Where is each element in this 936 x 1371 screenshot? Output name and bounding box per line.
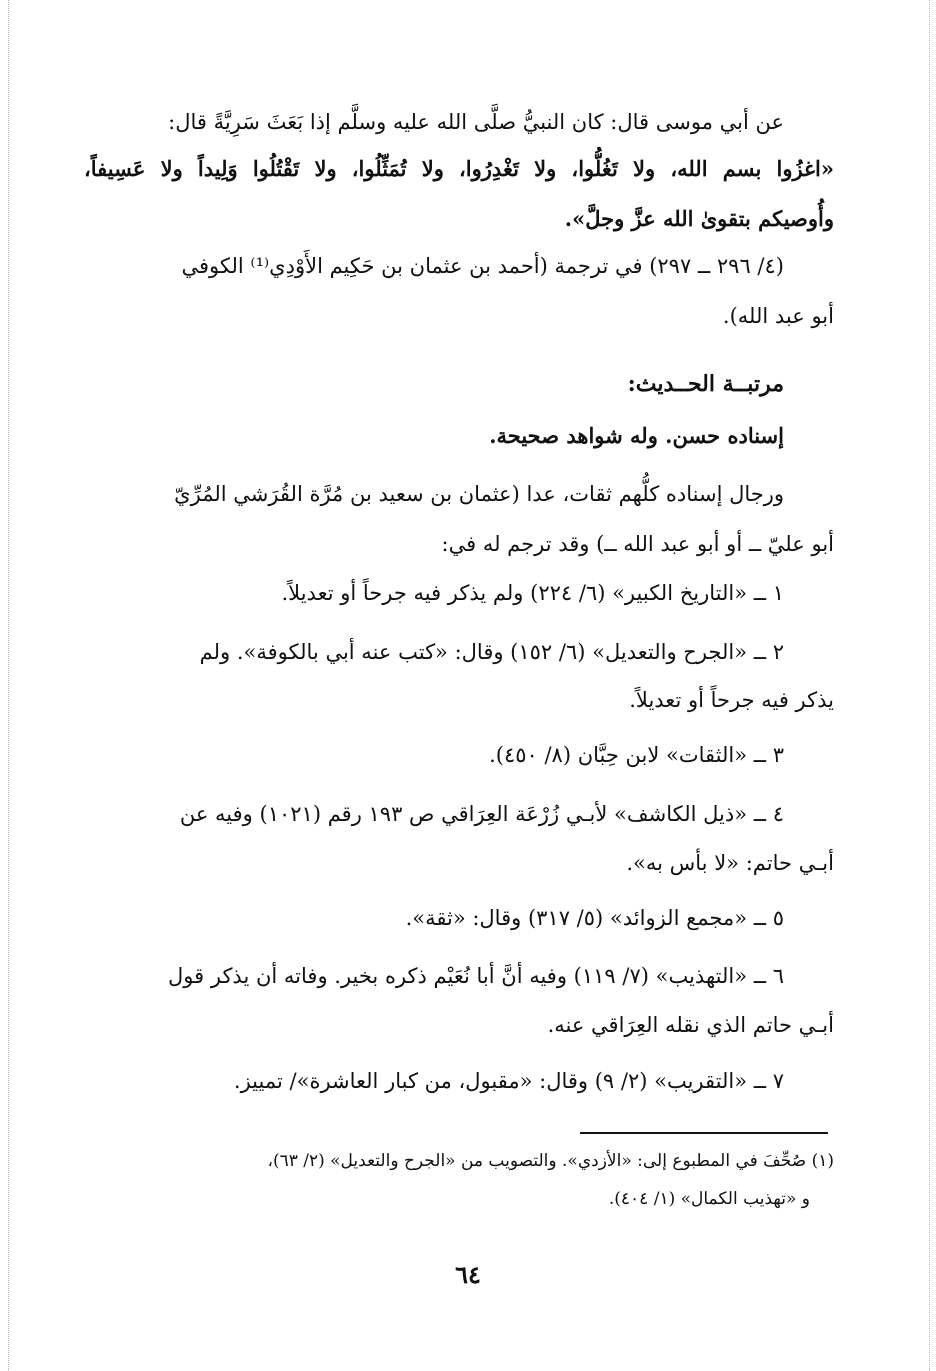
source-item-4-continued: أبـي حاتم: «لا بأس به». <box>626 851 834 875</box>
scan-edge-right <box>929 0 930 1371</box>
grade-heading: مرتبــة الحــديث: <box>627 371 784 397</box>
source-item-6-continued: أبـي حاتم الذي نقله العِرَاقي عنه. <box>547 1013 834 1037</box>
footnote-line-end: و «تهذيب الكمال» (١/ ٤٠٤). <box>608 1189 810 1209</box>
page-number: ٦٤ <box>455 1260 481 1289</box>
source-item-6: ٦ ــ «التهذيب» (٧/ ١١٩) وفيه أنَّ أبا نُعَيْم ذكره بخير. وفاته أن يذكر قول <box>168 964 784 988</box>
source-item-3: ٣ ــ «الثقات» لابن حِبَّان (٨/ ٤٥٠). <box>489 743 784 767</box>
footnote-line: (١) صُحِّفَ في المطبوع إلى: «الأزدي». والتصويب من «الجرح والتعديل» (٢/ ٦٣)، <box>267 1151 834 1171</box>
source-item-4: ٤ ــ «ذيل الكاشف» لأبـي زُرْعَة العِرَاقي ص ١٩٣ رقم (١٠٢١) وفيه عن <box>179 802 784 826</box>
source-item-1: ١ ــ «التاريخ الكبير» (٦/ ٢٢٤) ولم يذكر فيه جرحاً أو تعديلاً. <box>281 581 784 605</box>
main-text <box>84 0 834 1371</box>
footnote-divider <box>580 1132 828 1134</box>
hadith-text-line-end: وأُوصيكم بتقوىٰ الله عزَّ وجلَّ». <box>564 206 834 231</box>
hadith-text-line: «اغزُوا بسم الله، ولا تَغُلُّوا، ولا تَغْدِرُوا، ولا تُمَثِّلُوا، ولا تَقْتُلُوا وَلِيداً ولا عَسِيفاً، <box>84 156 834 181</box>
narrators-intro-line: ورجال إسناده كلُّهم ثقات، عدا (عثمان بن سعيد بن مُرَّة القُرَشي المُرِّيّ <box>174 482 784 506</box>
source-item-2-continued: يذكر فيه جرحاً أو تعديلاً. <box>629 688 834 712</box>
narrators-intro-line-end: أبو عليّ ــ أو أبو عبد الله ــ) وقد ترجم له في: <box>441 532 834 556</box>
scan-edge-left <box>8 0 9 1371</box>
source-item-7: ٧ ــ «التقريب» (٢/ ٩) وقال: «مقبول، من كبار العاشرة»/ تمييز. <box>233 1069 784 1093</box>
source-item-5: ٥ ــ «مجمع الزوائد» (٥/ ٣١٧) وقال: «ثقة». <box>405 906 784 930</box>
hadith-reference-line-end: أبو عبد الله). <box>722 304 834 328</box>
hadith-intro-line: عن أبي موسى قال: كان النبيُّ صلَّى الله عليه وسلَّم إذا بَعَثَ سَرِيَّةً قال: <box>168 110 784 134</box>
source-item-2: ٢ ــ «الجرح والتعديل» (٦/ ١٥٢) وقال: «كتب عنه أبي بالكوفة». ولم <box>199 640 784 664</box>
hadith-reference-line: (٤/ ٢٩٦ ــ ٢٩٧) في ترجمة (أحمد بن عثمان بن حَكِيم الأَوْدِي⁽¹⁾ الكوفي <box>181 254 784 278</box>
grade-verdict: إسناده حسن. وله شواهد صحيحة. <box>489 423 784 448</box>
